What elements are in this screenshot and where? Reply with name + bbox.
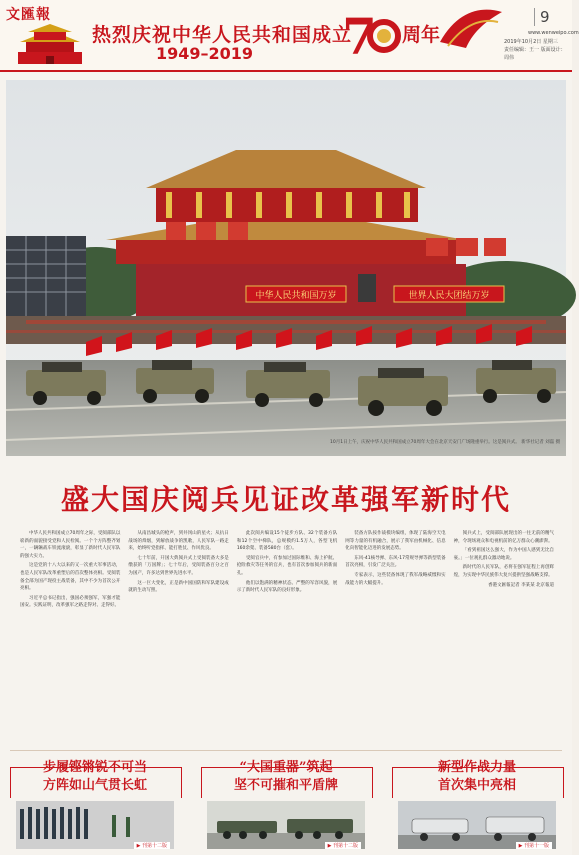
issue-date: 2019年10月2日 星期三 [504,39,558,45]
teaser-title-line: “大国重器”筑起 [239,760,333,775]
main-headline[interactable]: 盛大国庆阅兵见证改革强军新时代 [60,483,511,516]
teaser-title-line: 方阵如山气贯长虹 [42,778,147,793]
page-number: 9 [540,8,550,26]
paragraph: 专家表示，这些装备体现了我军战略威慑和实战能力的大幅提升。 [345,572,446,586]
paragraph: 阅兵式上，受阅部队展现出的一往无前的精气神，令现场观众和电视机前的亿万群众心潮澎湃。 [453,531,555,544]
page-divider [534,8,535,26]
paragraph: 这一巨大变化，正是新中国国防和军队建设成就的生动写照。 [128,580,229,594]
paragraph: 他们以饱满的精神状态、严整的军容风貌，展示了新时代人民军队的良好形象。 [236,580,338,594]
paragraph: 新时代的人民军队，必将在强军征程上再创辉煌，为实现中华民族伟大复兴提供坚强战略支撑。 [453,565,555,578]
see-page-link[interactable]: ▶ 刊第十一版 [516,842,552,849]
anniversary-years: 1949–2019 [156,44,254,63]
anniversary-suffix: 周年 [402,24,441,46]
teaser-title [10,759,180,795]
see-page-link[interactable]: ▶ 刊第十二版 [325,842,361,849]
teaser-march[interactable] [10,757,180,849]
teaser-title [392,759,562,795]
article-body [20,530,554,742]
paragraph: 此次阅兵编设15个徒步方队、32个装备方队和12个空中梯队，总规模约1.5万人，各型飞机160余架、装备580台（套）。 [236,531,338,552]
teaser-new-forces[interactable] [392,757,562,849]
caption-credit: 新华社记者 刘磊 摄 [521,440,561,445]
teaser-title-line: 首次集中亮相 [437,778,516,793]
masthead [0,0,579,72]
related-stories [10,750,562,851]
seventy-digit-7: 7 [342,7,377,66]
article-column [345,530,445,742]
paragraph: 「看到祖国这么强大，作为中国人感到无比自豪。」一位观礼群众激动地说。 [453,548,555,561]
photo-caption [330,440,562,446]
editor-credits: 责任编辑：王一 版面设计：周伟 [504,47,566,61]
newspaper-logo[interactable]: 文匯報 [6,7,51,23]
paragraph: 中华人民共和国成立70周年之际，受阅部队以崭新的面貌接受党和人民检阅。一个个方阵整齐划一，一辆辆战车铁流滚滚，彰显了新时代人民军队的强大实力。 [20,531,121,559]
article-column [454,530,554,742]
tiananmen-icon [14,22,86,64]
article-column [128,530,228,742]
teaser-title-line: 新型作战力量 [437,760,516,775]
gate-banner-right: 世界人民大团结万岁 [408,291,490,301]
article-column [237,530,337,742]
paragraph: 习近平总书记指出，强国必须强军，军强才能国安。实践证明，改革强军之路走得对、走得好。 [20,595,121,609]
celebration-slogan: 热烈庆祝中华人民共和国成立 [92,24,353,46]
paragraph: 七十年前，开国大典阅兵式上受阅装备大多是缴获的「万国牌」；七十年后，受阅装备百分之百为国产，许多达到世界先进水平。 [128,555,229,576]
portrait [358,274,376,302]
website-url[interactable]: www.wenweipo.com [528,30,579,36]
see-page-link[interactable]: ▶ 刊第十二版 [134,842,170,849]
paragraph: 这是党的十八大以来的又一次重大军事活动，也是人民军队改革重塑后的首次整体亮相。受阅装备全部为国产现役主战装备，其中不少为首次公开亮相。 [20,563,121,592]
seventy-anniversary-emblem [340,4,400,64]
teaser-title [201,759,371,795]
teaser-heavy-weapons[interactable] [201,757,371,849]
article-byline: 香港文匯報記者 李某某 北京報道 [488,582,555,588]
red-flag-swoosh-icon [438,2,504,52]
parade-photo [6,80,566,456]
paragraph: 受阅官兵中，有参加过国际维和、海上护航、抢险救灾等任务的官兵，也有首次参加阅兵的新面孔。 [236,555,338,576]
teaser-title-line: 坚不可摧和平盾牌 [233,778,338,793]
caption-text: 10月1日上午，庆祝中华人民共和国成立70周年大会在北京天安门广场隆重举行。这是阅兵式。 [330,440,520,445]
paragraph: 从南昌城头的枪声，到井冈山的星火；从抗日战场的烽烟，到解放战争的凯歌，人民军队一路走来，始终听党指挥、能打胜仗、作风优良。 [128,531,229,552]
paragraph: 装备方队按作战模块编组，体现了陆海空天电网等力量的有机融合，展示了我军由机械化、信息化向智能化迈进的发展态势。 [345,531,446,552]
teaser-title-line: 步履铿锵锐不可当 [42,760,147,775]
gate-banner-left: 中华人民共和国万岁 [255,291,337,301]
article-column [20,530,120,742]
paragraph: 东风-41核导弹、东风-17常规导弹等新型装备首次亮相，引发广泛关注。 [345,555,446,569]
